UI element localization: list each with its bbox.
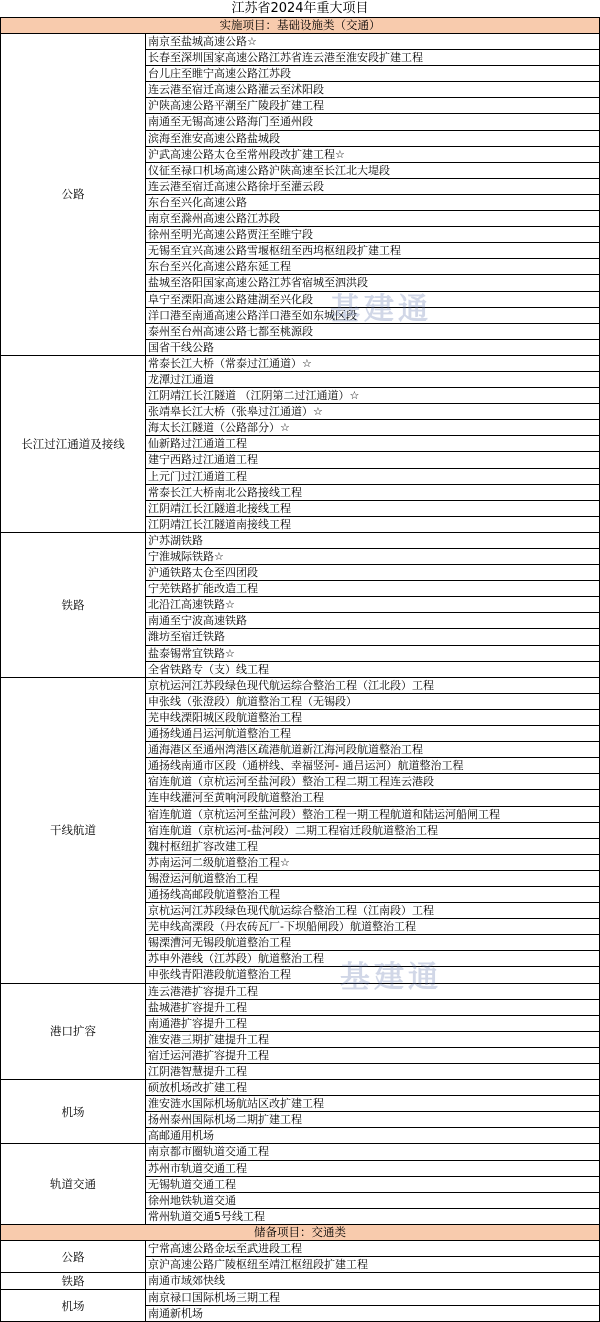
category-group (0, 1080, 600, 1144)
project-row: 连云港至宿迁高速公路徐圩至灌云段 (146, 179, 599, 195)
project-list (146, 356, 599, 532)
project-row: 宿迁运河港扩容提升工程 (146, 1048, 599, 1064)
project-row: 连申线灌河至黄响河段航道整治工程 (146, 790, 599, 806)
category-cell: 铁路 (1, 533, 146, 677)
project-row: 京杭运河江苏段绿色现代航运综合整治工程（江南段）工程 (146, 903, 599, 919)
category-cell: 长江过江通道及接线 (1, 356, 146, 532)
project-row: 连云港港扩容提升工程 (146, 984, 599, 1000)
project-row: 宿连航道（京杭运河至盐河段）整治工程一期工程航道和陆运河船闸工程 (146, 807, 599, 823)
project-row: 南通港扩容提升工程 (146, 1016, 599, 1032)
project-row: 常泰长江大桥南北公路接线工程 (146, 485, 599, 501)
project-row: 苏州市轨道交通工程 (146, 1161, 599, 1177)
project-row: 滨海至淮安高速公路盐城段 (146, 131, 599, 147)
project-row: 通扬线高邮段航道整治工程 (146, 887, 599, 903)
project-row: 淮安港三期扩建提升工程 (146, 1032, 599, 1048)
category-group (0, 1241, 600, 1273)
project-row: 北沿江高速铁路☆ (146, 597, 599, 613)
project-list (146, 1290, 599, 1321)
project-row: 申张线（张澄段）航道整治工程（无锡段） (146, 694, 599, 710)
category-cell: 港口扩容 (1, 984, 146, 1080)
project-row: 建宁西路过江通道工程 (146, 452, 599, 468)
project-row: 宁芜铁路扩能改造工程 (146, 581, 599, 597)
project-list (146, 1241, 599, 1272)
category-group (0, 678, 600, 984)
category-group (0, 356, 600, 533)
project-row: 沪通铁路太仓至四团段 (146, 565, 599, 581)
project-list (146, 34, 599, 355)
project-row: 苏南运河二级航道整治工程☆ (146, 855, 599, 871)
project-row: 扬州泰州国际机场二期扩建工程 (146, 1112, 599, 1128)
section-header: 实施项目：基础设施类（交通） (0, 18, 600, 34)
table-body (0, 18, 600, 1322)
project-list (146, 1144, 599, 1223)
project-row: 无锡至宜兴高速公路雪堰枢纽至西坞枢纽段扩建工程 (146, 243, 599, 259)
project-row: 南京都市圈轨道交通工程 (146, 1144, 599, 1160)
category-group (0, 1144, 600, 1224)
project-row: 国省干线公路 (148, 340, 214, 354)
project-row: 潍坊至宿迁铁路 (146, 629, 599, 645)
project-row: 张靖皋长江大桥（张皋过江通道）☆ (146, 404, 599, 420)
project-row: 高邮通用机场 (148, 1129, 214, 1143)
project-row: 南京至盐城高速公路☆ (146, 34, 599, 50)
project-row: 海太长江隧道（公路部分）☆ (146, 420, 599, 436)
watermark: 基建通 (330, 292, 432, 327)
project-row: 南京禄口国际机场三期工程 (146, 1290, 599, 1306)
project-row: 淮安涟水国际机场航站区改扩建工程 (146, 1096, 599, 1112)
category-group (0, 533, 600, 678)
project-row: 江阴港智慧提升工程 (148, 1065, 247, 1078)
project-row: 苏申外港线（江苏段）航道整治工程 (146, 951, 599, 967)
project-row: 洋口港至南通高速公路洋口港至如东城区段 (146, 308, 599, 324)
project-row: 泰州至台州高速公路七都至桃源段 (146, 324, 599, 340)
category-cell: 机场 (1, 1290, 146, 1321)
project-row: 沪武高速公路太仓至常州段改扩建工程☆ (146, 147, 599, 163)
project-row: 申张线青阳港段航道整治工程 (148, 968, 291, 982)
project-row: 沪苏湖铁路 (146, 533, 599, 549)
project-list (146, 984, 599, 1080)
category-cell: 轨道交通 (1, 1144, 146, 1223)
section-header: 储备项目：交通类 (0, 1225, 600, 1241)
project-row: 盐城至洛阳国家高速公路江苏省宿城至泗洪段 (146, 275, 599, 291)
project-row: 江阴靖江长江隧道北接线工程 (146, 501, 599, 517)
category-cell: 机场 (1, 1080, 146, 1143)
project-row: 无锡轨道交通工程 (146, 1177, 599, 1193)
project-row: 徐州至明光高速公路贾汪至睢宁段 (146, 227, 599, 243)
category-group (0, 1290, 600, 1322)
project-row: 沪陕高速公路平潮至广陵段扩建工程 (146, 98, 599, 114)
project-row: 芜申线高溧段（丹农砖瓦厂-下坝船闸段）航道整治工程 (146, 919, 599, 935)
project-row: 阜宁至溧阳高速公路建湖至兴化段 (146, 292, 599, 308)
project-row: 南通至无锡高速公路海门至通州段 (146, 114, 599, 130)
project-row: 江阴靖江长江隧道南接线工程 (148, 517, 291, 531)
project-row: 南京至滁州高速公路江苏段 (146, 211, 599, 227)
project-row: 宿连航道（京杭运河-盐河段）二期工程宿迁段航道整治工程 (146, 823, 599, 839)
category-group (0, 34, 600, 356)
project-row: 通海港区至通州湾港区疏港航道新江海河段航道整治工程 (146, 742, 599, 758)
project-row: 通扬线南通市区段（通栟线、幸福竖河- 通吕运河）航道整治工程 (146, 758, 599, 774)
project-list (146, 1080, 599, 1143)
project-row: 仪征至禄口机场高速公路沪陕高速至长江北大堤段 (146, 163, 599, 179)
project-row: 常州轨道交通5号线工程 (148, 1209, 265, 1223)
project-row: 台儿庄至睢宁高速公路江苏段 (146, 66, 599, 82)
project-row: 南通市域郊快线 (148, 1274, 225, 1288)
watermark: 基建通 (340, 960, 442, 995)
project-list (146, 1273, 599, 1289)
project-row: 仙新路过江通道工程 (146, 436, 599, 452)
project-row: 通扬线通吕运河航道整治工程 (146, 726, 599, 742)
project-row: 南通新机场 (148, 1307, 203, 1321)
project-row: 常泰长江大桥（常泰过江通道）☆ (146, 356, 599, 372)
project-row: 南通至宁波高速铁路 (146, 613, 599, 629)
project-row: 盐泰锡常宜铁路☆ (146, 646, 599, 662)
project-row: 长春至深圳国家高速公路江苏省连云港至淮安段扩建工程 (146, 50, 599, 66)
project-row: 东台至兴化高速公路东延工程 (146, 259, 599, 275)
project-list (146, 678, 599, 983)
category-group (0, 1273, 600, 1290)
category-cell: 公路 (1, 34, 146, 355)
page-title: 江苏省2024年重大项目 (0, 0, 600, 18)
project-row: 全省铁路专（支）线工程 (148, 662, 269, 676)
project-row: 东台至兴化高速公路 (146, 195, 599, 211)
project-row: 宁淮城际铁路☆ (146, 549, 599, 565)
project-row: 芜申线溧阳城区段航道整治工程 (146, 710, 599, 726)
project-row: 上元门过江通道工程 (146, 469, 599, 485)
project-row: 京杭运河江苏段绿色现代航运综合整治工程（江北段）工程 (146, 678, 599, 694)
project-row: 盐城港扩容提升工程 (146, 1000, 599, 1016)
project-row: 江阴靖江长江隧道 （江阴第二过江通道）☆ (146, 388, 599, 404)
category-group (0, 984, 600, 1081)
project-row: 连云港至宿迁高速公路灌云至沭阳段 (146, 82, 599, 98)
project-row: 魏村枢纽扩容改建工程 (146, 839, 599, 855)
category-cell: 铁路 (1, 1273, 146, 1289)
project-list (146, 533, 599, 677)
project-row: 徐州地铁轨道交通 (146, 1193, 599, 1209)
project-row: 龙潭过江通道 (146, 372, 599, 388)
project-row: 宁常高速公路金坛至武进段工程 (146, 1241, 599, 1257)
project-row: 锡澄运河航道整治工程 (146, 871, 599, 887)
category-cell: 公路 (1, 1241, 146, 1272)
project-row: 宿连航道（京杭运河至盐河段）整治工程二期工程连云港段 (146, 774, 599, 790)
project-row: 硕放机场改扩建工程 (146, 1080, 599, 1096)
project-row: 京沪高速公路广陵枢纽至靖江枢纽段扩建工程 (148, 1258, 368, 1272)
project-row: 锡溧漕河无锡段航道整治工程 (146, 935, 599, 951)
category-cell: 干线航道 (1, 678, 146, 983)
